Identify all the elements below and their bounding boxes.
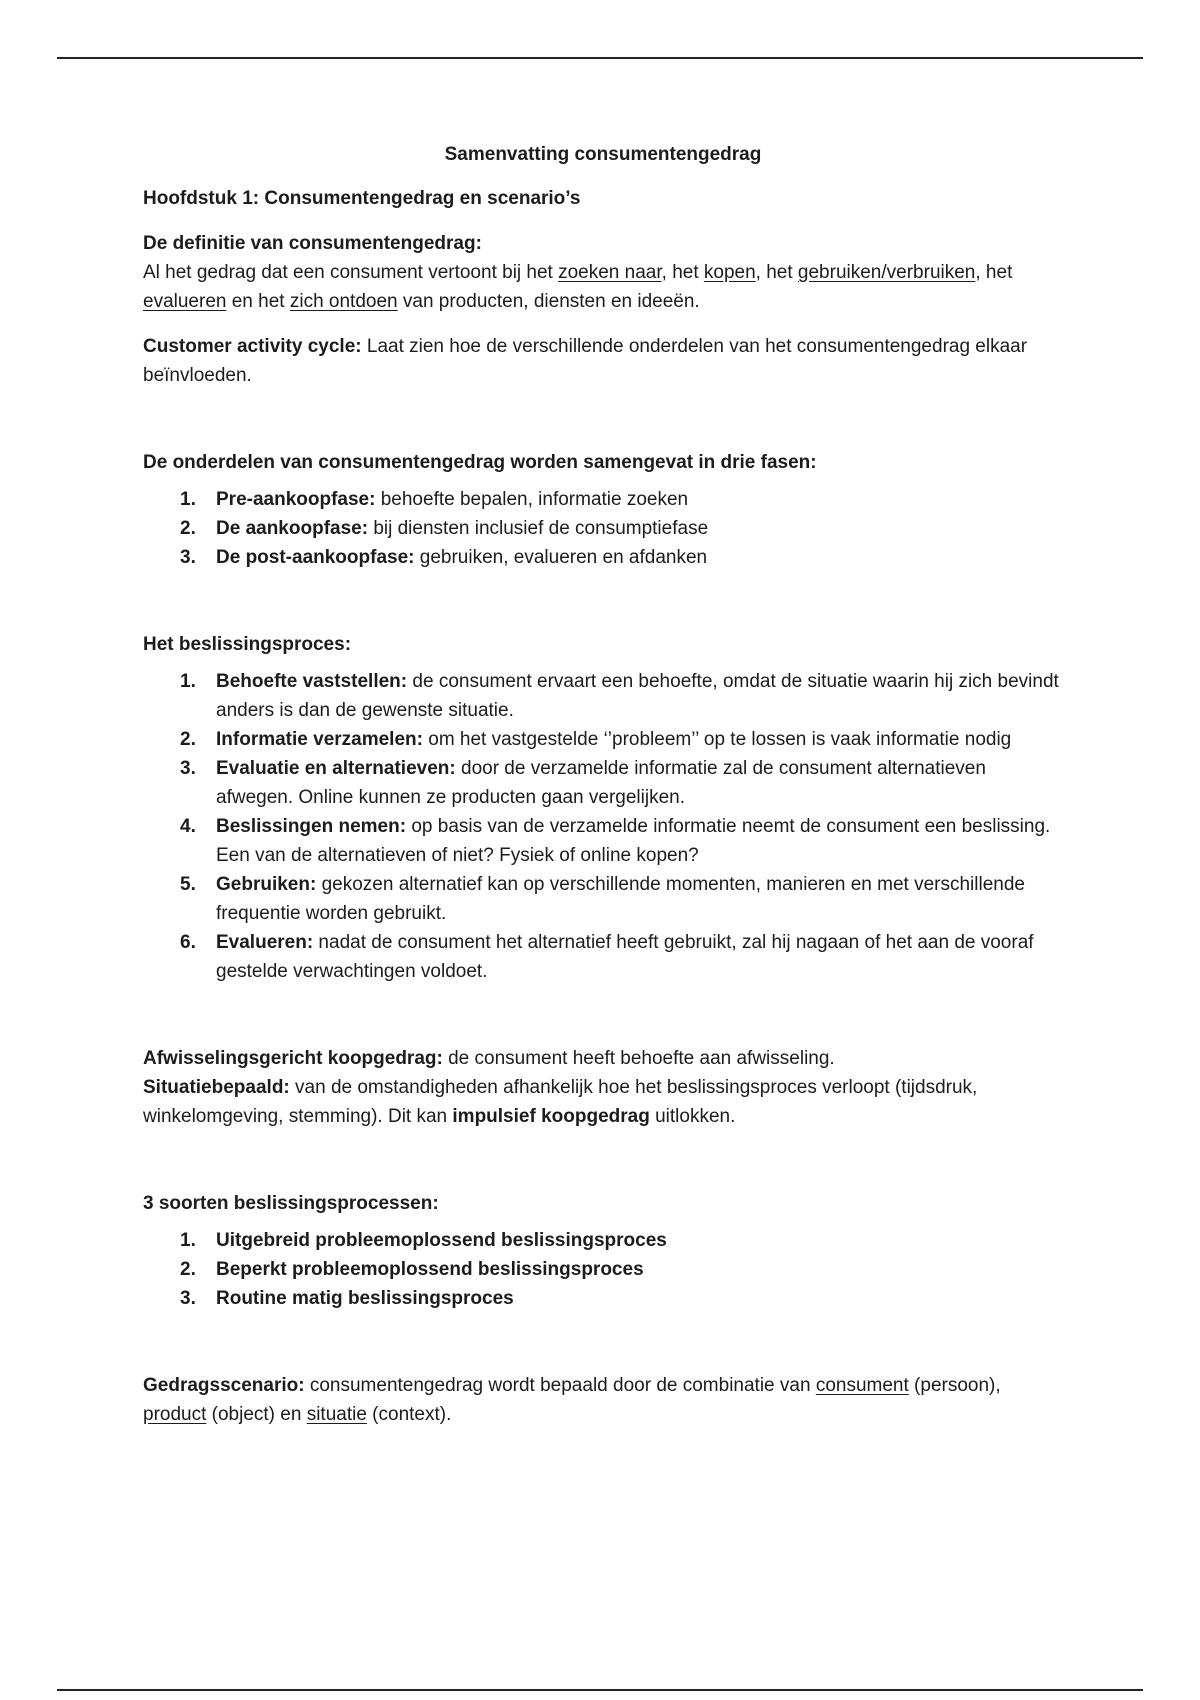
underlined-term: situatie <box>306 1404 367 1425</box>
list-item: 4. Beslissingen nemen: op basis van de verzamelde informatie neemt de consument een beslissing. Een van de alternatieven of niet? Fysiek of online kopen? <box>180 816 1051 866</box>
chapter-heading: Hoofdstuk 1: Consumentengedrag en scenario’s <box>143 188 581 209</box>
list-item: 5. Gebruiken: gekozen alternatief kan op verschillende momenten, manieren en met verschillende frequentie worden gebruikt. <box>180 874 1025 924</box>
phases-heading: De onderdelen van consumentengedrag worden samengevat in drie fasen: <box>143 452 817 473</box>
document-body <box>143 140 1063 1445</box>
variety-seeking: Afwisselingsgericht koopgedrag: de consument heeft behoefte aan afwisseling. <box>143 1048 835 1069</box>
decision-section <box>143 630 1063 986</box>
list-item: 6. Evalueren: nadat de consument het alternatief heeft gebruikt, zal hij nagaan of het aan de vooraf gestelde verwachtingen voldoet. <box>180 932 1034 982</box>
types-heading: 3 soorten beslissingsprocessen: <box>143 1193 439 1214</box>
behaviour-section <box>143 1044 1063 1131</box>
footer-rule <box>57 1689 1143 1691</box>
list-item: 2. Informatie verzamelen: om het vastgestelde ‘’probleem’’ op te lossen is vaak informatie nodig <box>180 729 1012 750</box>
list-item: 2. Beperkt probleemoplossend beslissingsproces <box>180 1259 644 1280</box>
list-item: 1. Uitgebreid probleemoplossend beslissingsproces <box>180 1230 667 1251</box>
customer-activity-cycle: Customer activity cycle: Laat zien hoe de verschillende onderdelen van het consumentengedrag elkaar beïnvloeden. <box>143 336 1028 386</box>
behaviour-scenario: Gedragsscenario: consumentengedrag wordt bepaald door de combinatie van consument (persoon), product (object) en situatie (context). <box>143 1375 1001 1425</box>
underlined-term: zoeken naar <box>558 262 662 283</box>
list-item: 2. De aankoopfase: bij diensten inclusief de consumptiefase <box>180 518 709 539</box>
list-item: 3. Routine matig beslissingsproces <box>180 1288 514 1309</box>
header-rule <box>57 57 1143 59</box>
types-section <box>143 1189 1063 1313</box>
document-title: Samenvatting consumentengedrag <box>444 144 762 165</box>
list-item: 3. De post-aankoopfase: gebruiken, evalueren en afdanken <box>180 547 708 568</box>
underlined-term: consument <box>815 1375 909 1396</box>
list-item: 1. Behoefte vaststellen: de consument ervaart een behoefte, omdat de situatie waarin hij zich bevindt anders is dan de gewenste situatie. <box>180 671 1059 721</box>
underlined-term: zich ontdoen <box>289 291 398 312</box>
definition-section <box>143 229 1063 316</box>
list-item: 3. Evaluatie en alternatieven: door de verzamelde informatie zal de consument alternatieven afwegen. Online kunnen ze producten gaan vergelijken. <box>180 758 986 808</box>
underlined-term: gebruiken/verbruiken <box>797 262 976 283</box>
phases-list <box>143 485 1063 572</box>
phases-section <box>143 448 1063 572</box>
decision-list <box>143 667 1063 986</box>
decision-heading: Het beslissingsproces: <box>143 634 352 655</box>
definition-text: Al het gedrag dat een consument vertoont bij het zoeken naar, het kopen, het gebruiken/verbruiken, het evalueren en het zich ontdoen van producten, diensten en ideeën. <box>143 262 1013 312</box>
types-list <box>143 1226 1063 1313</box>
underlined-term: product <box>143 1404 207 1425</box>
underlined-term: evalueren <box>143 291 227 312</box>
underlined-term: kopen <box>703 262 756 283</box>
situation-dependent: Situatiebepaald: van de omstandigheden afhankelijk hoe het beslissingsproces verloopt (tijdsdruk, winkelomgeving, stemming). Dit kan impulsief koopgedrag uitlokken. <box>143 1077 978 1127</box>
definition-heading: De definitie van consumentengedrag: <box>143 233 482 254</box>
list-item: 1. Pre-aankoopfase: behoefte bepalen, informatie zoeken <box>180 489 689 510</box>
